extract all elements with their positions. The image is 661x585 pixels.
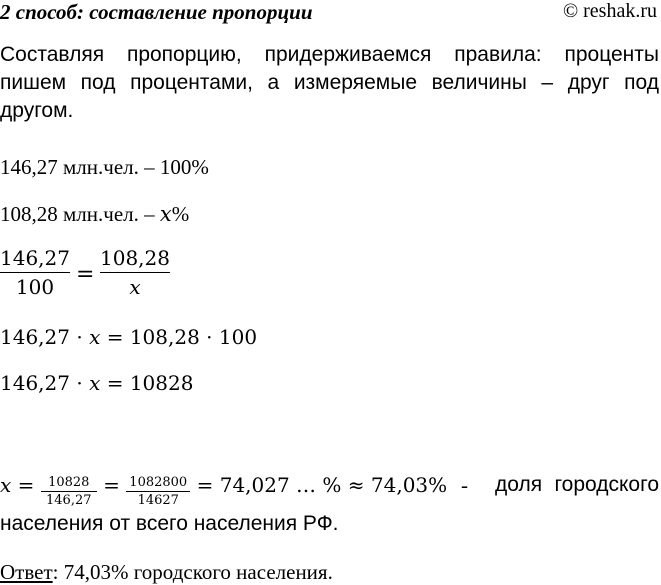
result-fraction-2 bbox=[126, 475, 190, 508]
result-equation bbox=[0, 473, 447, 508]
fraction-bar bbox=[0, 272, 70, 273]
proportion-line-1: 146,27 млн.чел. – 100% bbox=[0, 155, 209, 179]
line2-prefix: 108,28 млн.чел. – bbox=[0, 202, 160, 226]
result-dash: - bbox=[461, 473, 468, 497]
fraction-left bbox=[0, 246, 70, 299]
equation-3 bbox=[0, 325, 257, 349]
equals-sign: = bbox=[76, 262, 95, 287]
result-f1-numerator: 10828 bbox=[48, 475, 90, 490]
line2-suffix: % bbox=[171, 202, 190, 226]
answer-text: : 74,03% городского населения. bbox=[52, 560, 333, 584]
result-eq2: = bbox=[96, 473, 127, 497]
result-eq1: = bbox=[11, 473, 41, 497]
eq4-left: 146,27 · bbox=[0, 371, 90, 395]
fraction-right bbox=[100, 246, 170, 299]
intro-paragraph: Составляя пропорцию, придерживаемся правила: проценты пишем под процентами, а измеряемые величины – друг под другом. bbox=[0, 43, 659, 122]
result-variable: x bbox=[0, 473, 12, 497]
result-tail: = 74,027 … % ≈ 74,03% bbox=[190, 473, 448, 497]
proportion-line-2 bbox=[0, 202, 189, 227]
fraction-right-numerator: 108,28 bbox=[100, 246, 170, 270]
result-f2-denominator: 14627 bbox=[137, 493, 179, 508]
eq4-right: = 10828 bbox=[100, 371, 194, 395]
equation-4 bbox=[0, 371, 193, 395]
fraction-bar bbox=[100, 272, 170, 273]
answer-label: Ответ bbox=[0, 560, 53, 584]
fraction-bar bbox=[41, 491, 97, 492]
eq4-variable: x bbox=[89, 371, 101, 395]
eq3-left: 146,27 · bbox=[0, 325, 90, 349]
result-word-urban: городского bbox=[554, 473, 659, 496]
line2-variable: x bbox=[159, 202, 172, 226]
watermark: © reshak.ru bbox=[562, 0, 657, 22]
result-f1-denominator: 146,27 bbox=[46, 493, 92, 508]
fraction-bar bbox=[126, 491, 190, 492]
result-f2-numerator: 1082800 bbox=[129, 475, 188, 490]
eq3-right: = 108,28 · 100 bbox=[100, 325, 258, 349]
fraction-right-denominator: x bbox=[129, 275, 141, 299]
fraction-left-denominator: 100 bbox=[15, 275, 55, 299]
result-word-share: доля bbox=[495, 473, 543, 496]
eq3-variable: x bbox=[89, 325, 101, 349]
result-explanation: населения от всего населения РФ. bbox=[0, 512, 339, 535]
result-fraction-1 bbox=[41, 475, 97, 508]
fraction-left-numerator: 146,27 bbox=[0, 246, 70, 270]
solution-method-title: 2 способ: составление пропорции bbox=[0, 0, 313, 24]
answer-line bbox=[0, 560, 333, 585]
